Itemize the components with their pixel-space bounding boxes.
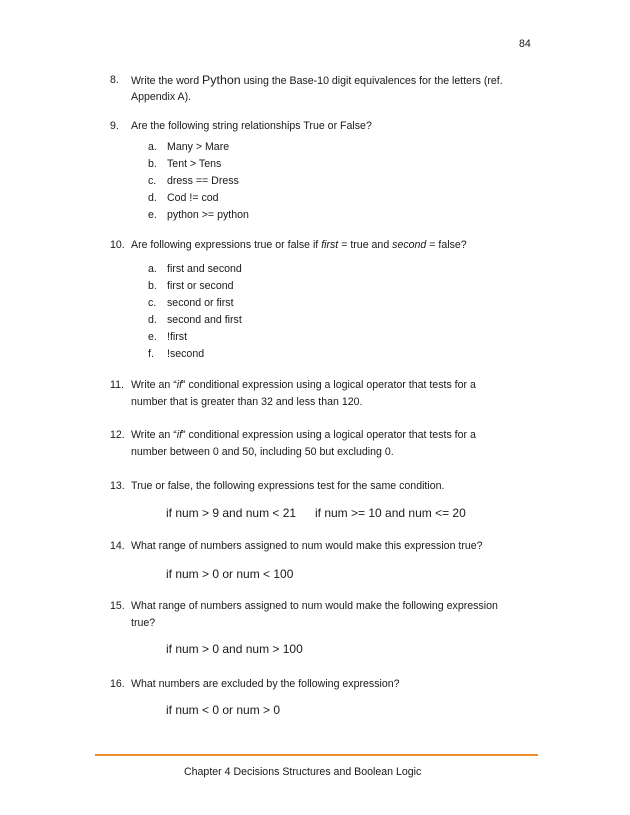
q10-second-var: second [392, 239, 427, 251]
q12-if-keyword: if [176, 429, 183, 441]
list-item-label: e. [148, 209, 157, 221]
list-item: !second [167, 348, 205, 360]
code-expression: if num > 9 and num < 21 [166, 506, 297, 520]
list-item: Many > Mare [167, 141, 230, 153]
question-number: 13. [110, 480, 125, 492]
question-8-text [131, 72, 503, 90]
list-item-label: c. [148, 297, 157, 309]
list-item-label: f. [148, 348, 154, 360]
question-number: 16. [110, 678, 125, 690]
page-number: 84 [519, 38, 531, 50]
code-expression: if num >= 10 and num <= 20 [315, 506, 466, 520]
question-13-text: True or false, the following expressions test for the same condition. [131, 480, 445, 492]
q11-if-keyword: if [176, 379, 183, 391]
footer-rule [95, 754, 538, 756]
question-number: 15. [110, 600, 125, 612]
question-number: 10. [110, 239, 125, 251]
list-item-label: a. [148, 141, 157, 153]
list-item: second and first [167, 314, 242, 326]
q8-text-part: using the Base-10 digit equivalences for the letters (ref. [240, 75, 503, 87]
q12-text-part: Write an “ [131, 429, 177, 441]
question-14-text: What range of numbers assigned to num would make this expression true? [131, 540, 483, 552]
question-10-text [131, 237, 467, 254]
list-item: Cod != cod [167, 192, 219, 204]
question-11-text [131, 377, 476, 394]
question-number: 14. [110, 540, 125, 552]
code-expression: if num < 0 or num > 0 [166, 703, 281, 717]
list-item: first or second [167, 280, 234, 292]
q10-text-part: Are following expressions true or false if [131, 239, 322, 251]
question-12-line2: number between 0 and 50, including 50 but excluding 0. [131, 446, 394, 458]
question-number: 12. [110, 429, 125, 441]
question-12-text [131, 427, 476, 444]
list-item-label: c. [148, 175, 157, 187]
list-item: Tent > Tens [167, 158, 222, 170]
question-8-line2: Appendix A). [131, 91, 192, 103]
q10-text-part: = true and [338, 239, 393, 251]
list-item-label: d. [148, 192, 157, 204]
q8-python-word: Python [202, 73, 241, 87]
list-item: !first [167, 331, 188, 343]
code-expression: if num > 0 and num > 100 [166, 642, 303, 656]
q10-first-var: first [321, 239, 339, 251]
q8-text-part: Write the word [131, 75, 203, 87]
q12-text-part: ” conditional expression using a logical operator that tests for a [182, 429, 476, 441]
footer-chapter-title: Chapter 4 Decisions Structures and Boolean Logic [184, 766, 422, 778]
question-9-text: Are the following string relationships True or False? [131, 120, 372, 132]
q10-text-part: = false? [426, 239, 467, 251]
list-item: python >= python [167, 209, 249, 221]
list-item: dress == Dress [167, 175, 239, 187]
q11-text-part: Write an “ [131, 379, 177, 391]
question-number: 9. [110, 120, 119, 132]
question-15-line2: true? [131, 617, 156, 629]
question-number: 8. [110, 74, 119, 86]
list-item-label: e. [148, 331, 157, 343]
question-16-text: What numbers are excluded by the following expression? [131, 678, 400, 690]
list-item-label: b. [148, 158, 157, 170]
list-item-label: d. [148, 314, 157, 326]
q11-text-part: ” conditional expression using a logical operator that tests for a [182, 379, 476, 391]
list-item: second or first [167, 297, 234, 309]
list-item-label: b. [148, 280, 157, 292]
question-11-line2: number that is greater than 32 and less than 120. [131, 396, 363, 408]
list-item-label: a. [148, 263, 157, 275]
code-expression: if num > 0 or num < 100 [166, 567, 294, 581]
list-item: first and second [167, 263, 242, 275]
question-number: 11. [110, 379, 124, 391]
question-15-text: What range of numbers assigned to num would make the following expression [131, 600, 498, 612]
